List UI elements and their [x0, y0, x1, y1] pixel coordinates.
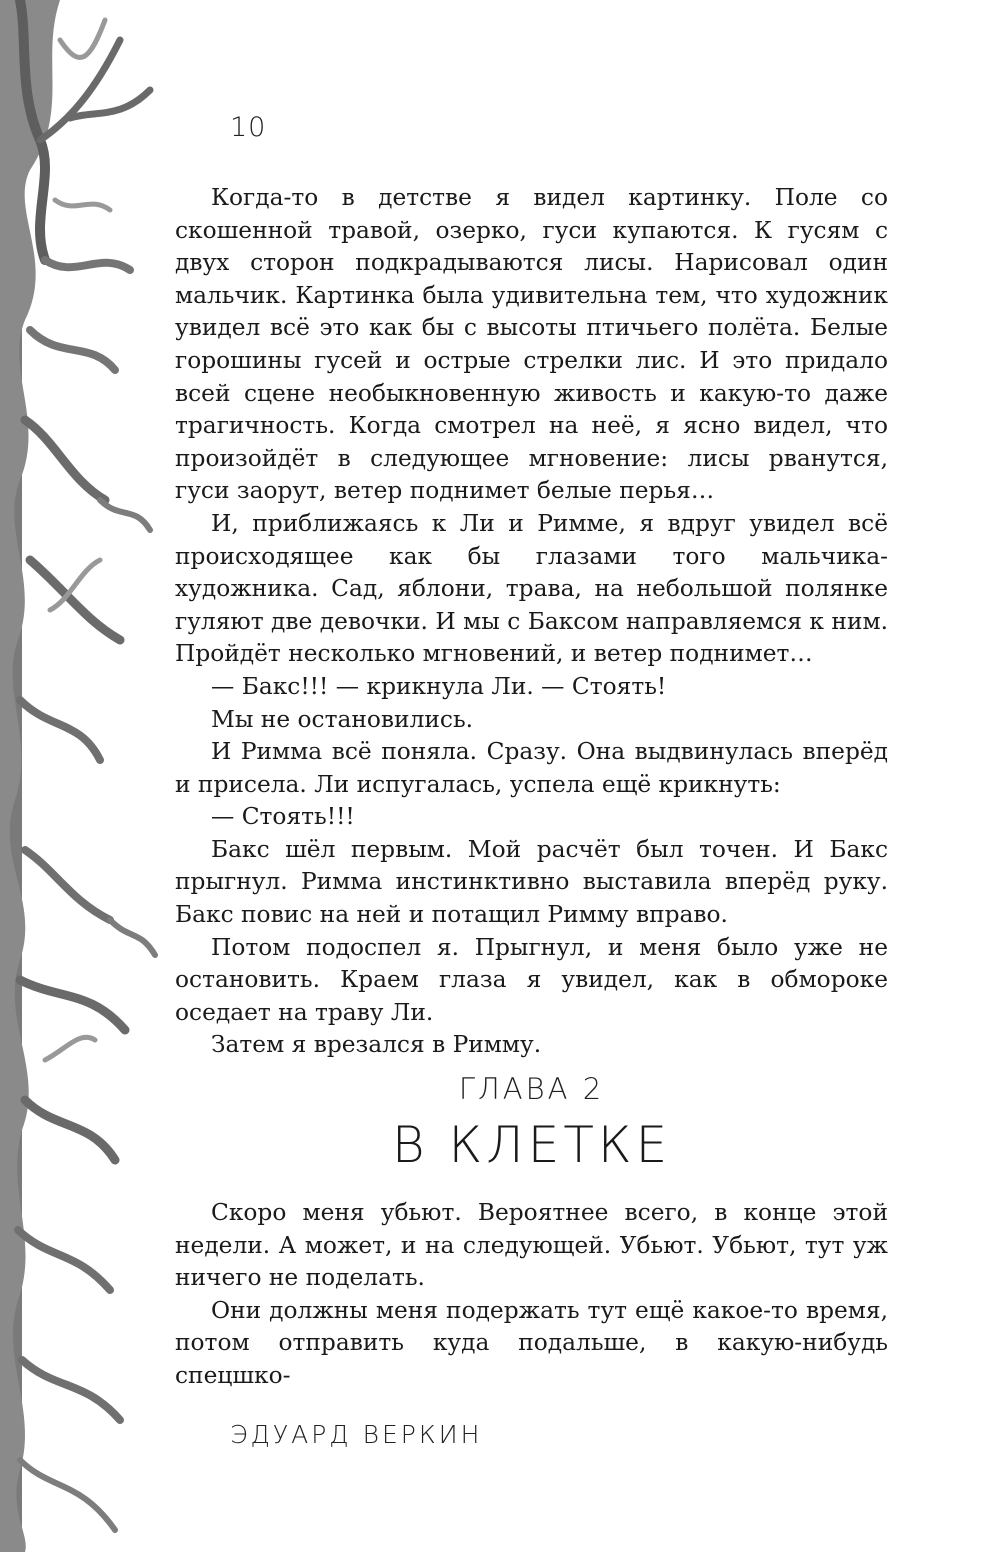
chapter-label: ГЛАВА 2	[458, 1072, 605, 1106]
author-running-footer: ЭДУАРД ВЕРКИН	[230, 1420, 483, 1449]
paragraph: И, приближаясь к Ли и Римме, я вдруг увидел всё происходящее как бы глазами того мальчика-художника. Сад, яблони, трава, на небольшой полянке гуляют две девочки. И мы с Баксом направляемся к ним. Пройдёт несколько мгновений, и ветер поднимет…	[175, 509, 888, 668]
paragraph: Скоро меня убьют. Вероятнее всего, в конце этой недели. А может, и на следующей. Убьют. Убьют, тут уж ничего не поделать.	[175, 1199, 888, 1292]
paragraph: Когда-то в детстве я видел картинку. Поле со скошенной травой, озерко, гуси купаются. К гусям с двух сторон подкрадываются лисы. Нарисовал один мальчик. Картинка была удивительна тем, что художник увидел всё это как бы с высоты птичьего полёта. Белые горошины гусей и острые стрелки лис. И это придало всей сцене необыкновенную живость и какую-то даже трагичность. Когда смотрел на неё, я ясно видел, что произойдёт в следующее мгновение: лисы рванутся, гуси заорут, ветер поднимет белые перья…	[175, 184, 888, 505]
body-text-section-2	[175, 1197, 888, 1393]
paragraph: Затем я врезался в Римму.	[211, 1031, 542, 1059]
paragraph: Они должны меня подержать тут ещё какое-то время, потом отправить куда подальше, в какую-нибудь спецшко-	[175, 1296, 888, 1389]
page-number: 10	[230, 112, 267, 143]
paragraph: Бакс шёл первым. Мой расчёт был точен. И Бакс прыгнул. Римма инстинктивно выставила вперёд руку. Бакс повис на ней и потащил Римму вправо.	[175, 835, 888, 929]
paragraph: Мы не остановились.	[211, 705, 474, 733]
paragraph: Потом подоспел я. Прыгнул, и меня было уже не остановить. Краем глаза я увидел, как в обмороке оседает на траву Ли.	[175, 933, 888, 1026]
paragraph: И Римма всё поняла. Сразу. Она выдвинулась вперёд и присела. Ли испугалась, успела ещё крикнуть:	[175, 738, 888, 798]
chapter-title: В КЛЕТКЕ	[391, 1116, 672, 1174]
paragraph: — Бакс!!! — крикнула Ли. — Стоять!	[211, 672, 667, 700]
paragraph: — Стоять!!!	[211, 803, 355, 831]
body-text-section-1	[175, 182, 888, 1062]
tree-branch-border-illustration	[0, 0, 165, 1552]
